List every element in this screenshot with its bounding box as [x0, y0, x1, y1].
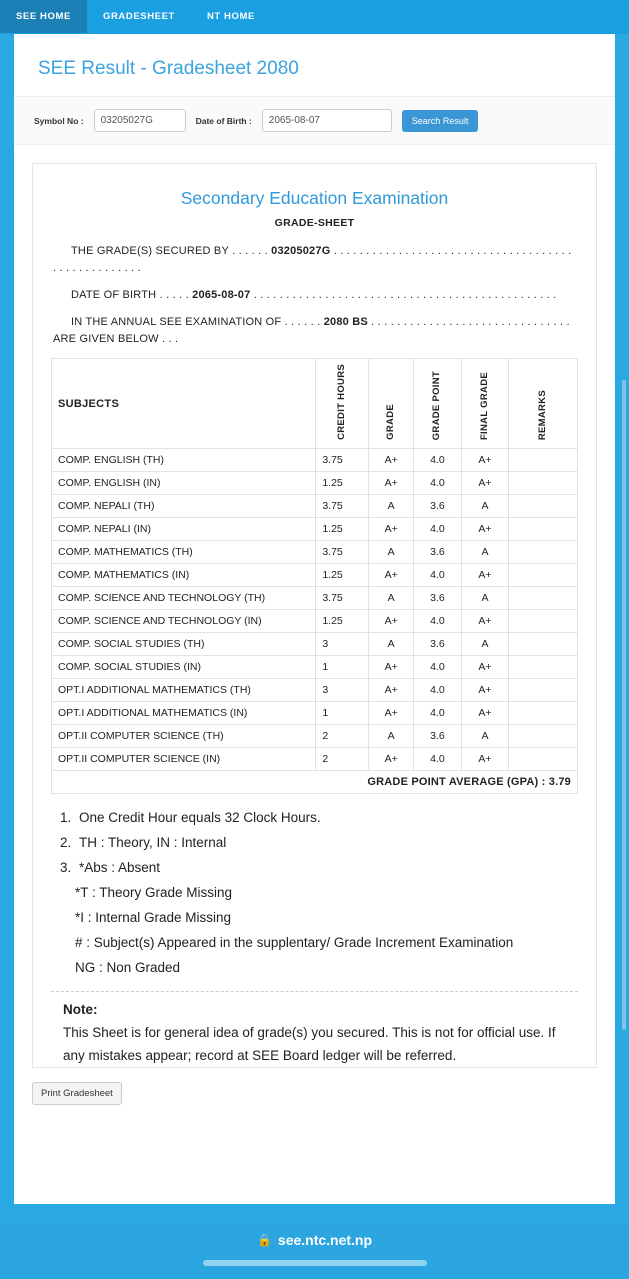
cell-grade-point: 4.0 — [414, 748, 462, 771]
cell-grade-point: 3.6 — [414, 633, 462, 656]
exam-year-line — [33, 314, 596, 348]
cell-subject: COMP. MATHEMATICS (TH) — [52, 541, 316, 564]
list-item: 2. TH : Theory, IN : Internal — [75, 831, 578, 856]
cell-grade-point: 4.0 — [414, 472, 462, 495]
cell-final-grade: A+ — [461, 449, 509, 472]
table-row — [52, 679, 578, 702]
cell-subject: OPT.I ADDITIONAL MATHEMATICS (IN) — [52, 702, 316, 725]
cell-final-grade: A — [461, 541, 509, 564]
cell-final-grade: A+ — [461, 679, 509, 702]
header-final-grade-label: FINAL GRADE — [478, 372, 490, 441]
print-gradesheet-button[interactable]: Print Gradesheet — [32, 1082, 122, 1105]
date-of-birth-input[interactable] — [262, 109, 392, 132]
cell-remarks — [509, 518, 578, 541]
header-subjects: SUBJECTS — [52, 359, 316, 449]
cell-grade-point: 4.0 — [414, 564, 462, 587]
cell-grade-point: 3.6 — [414, 495, 462, 518]
cell-credit-hours: 3.75 — [316, 587, 369, 610]
cell-credit-hours: 3 — [316, 633, 369, 656]
cell-grade-point: 4.0 — [414, 449, 462, 472]
cell-remarks — [509, 495, 578, 518]
dob-suffix: . . . . . . . . . . . . . . . . . . . . . . . . . . . . . . . . . . . . . . . . . . . . . . . — [253, 289, 557, 302]
cell-subject: COMP. SOCIAL STUDIES (TH) — [52, 633, 316, 656]
gpa-row — [52, 771, 578, 794]
legend-sub-internal-missing: *I : Internal Grade Missing — [75, 910, 232, 926]
exam-year-suffix: . . . . . . . . . . . . . . . . . . . . . . . . . . . . . . . ARE GIVEN BELOW . . . — [53, 316, 570, 346]
header-grade-point — [414, 359, 462, 449]
header-grade — [369, 359, 414, 449]
cell-final-grade: A+ — [461, 702, 509, 725]
cell-subject: OPT.II COMPUTER SCIENCE (TH) — [52, 725, 316, 748]
nav-item-see-home[interactable] — [0, 0, 87, 33]
gradesheet-subtitle: GRADE-SHEET — [274, 217, 355, 229]
cell-grade: A — [369, 725, 414, 748]
cell-grade: A+ — [369, 564, 414, 587]
cell-remarks — [509, 610, 578, 633]
cell-final-grade: A+ — [461, 656, 509, 679]
gpa-text: GRADE POINT AVERAGE (GPA) : 3.79 — [52, 771, 578, 794]
cell-final-grade: A+ — [461, 610, 509, 633]
nav-item-nt-home[interactable] — [191, 0, 271, 33]
cell-credit-hours: 3 — [316, 679, 369, 702]
note-title: Note: — [63, 1001, 98, 1017]
cell-grade: A+ — [369, 518, 414, 541]
exam-year-value: 2080 BS — [323, 316, 368, 329]
cell-final-grade: A — [461, 725, 509, 748]
exam-year-prefix: IN THE ANNUAL SEE EXAMINATION OF . . . . . . — [71, 316, 321, 329]
dob-prefix: DATE OF BIRTH . . . . . — [71, 289, 189, 302]
content-wrapper — [0, 34, 629, 1220]
gradesheet-title: Secondary Education Examination — [180, 188, 449, 208]
symbol-number-input[interactable] — [94, 109, 186, 132]
table-row — [52, 725, 578, 748]
header-credit-hours-label: CREDIT HOURS — [336, 364, 348, 441]
top-navbar — [0, 0, 629, 34]
legend-sub-theory-missing: *T : Theory Grade Missing — [75, 885, 233, 901]
legend-list — [33, 806, 596, 881]
cell-grade-point: 3.6 — [414, 541, 462, 564]
nav-item-label: SEE HOME — [16, 11, 71, 22]
url-bar[interactable] — [257, 1220, 372, 1260]
cell-credit-hours: 1.25 — [316, 472, 369, 495]
header-credit-hours — [316, 359, 369, 449]
cell-grade-point: 4.0 — [414, 679, 462, 702]
cell-subject: COMP. ENGLISH (IN) — [52, 472, 316, 495]
dob-value: 2065-08-07 — [192, 289, 251, 302]
cell-grade: A — [369, 495, 414, 518]
cell-credit-hours: 3.75 — [316, 495, 369, 518]
cell-final-grade: A — [461, 633, 509, 656]
table-header-row — [52, 359, 578, 449]
cell-credit-hours: 2 — [316, 725, 369, 748]
cell-grade-point: 3.6 — [414, 725, 462, 748]
gradesheet-card — [32, 163, 597, 1068]
grades-table — [51, 358, 578, 794]
cell-remarks — [509, 702, 578, 725]
cell-remarks — [509, 656, 578, 679]
nav-item-gradesheet[interactable] — [87, 0, 191, 33]
cell-final-grade: A+ — [461, 518, 509, 541]
cell-remarks — [509, 472, 578, 495]
browser-bottom-bar — [0, 1220, 629, 1279]
cell-credit-hours: 1.25 — [316, 564, 369, 587]
cell-remarks — [509, 748, 578, 771]
note-text: This Sheet is for general idea of grade(s) you secured. This is not for official use. If any mistakes appear; record at SEE Board ledger will be referred. — [63, 1024, 556, 1064]
header-final-grade — [461, 359, 509, 449]
cell-remarks — [509, 725, 578, 748]
cell-subject: COMP. SCIENCE AND TECHNOLOGY (IN) — [52, 610, 316, 633]
cell-credit-hours: 1.25 — [316, 610, 369, 633]
table-row — [52, 633, 578, 656]
cell-grade: A+ — [369, 449, 414, 472]
cell-final-grade: A — [461, 495, 509, 518]
list-item: 3. *Abs : Absent — [75, 856, 578, 881]
cell-subject: COMP. NEPALI (IN) — [52, 518, 316, 541]
table-row — [52, 518, 578, 541]
cell-grade: A+ — [369, 748, 414, 771]
cell-grade: A+ — [369, 656, 414, 679]
cell-credit-hours: 1 — [316, 656, 369, 679]
cell-credit-hours: 3.75 — [316, 449, 369, 472]
symbol-no-label: Symbol No : — [34, 115, 84, 126]
note-block — [51, 991, 578, 1067]
cell-grade-point: 4.0 — [414, 656, 462, 679]
cell-subject: COMP. SOCIAL STUDIES (IN) — [52, 656, 316, 679]
cell-grade: A — [369, 541, 414, 564]
cell-subject: OPT.I ADDITIONAL MATHEMATICS (TH) — [52, 679, 316, 702]
page-scrollbar[interactable] — [622, 380, 626, 1030]
table-row — [52, 541, 578, 564]
date-of-birth-label: Date of Birth : — [195, 115, 252, 126]
cell-subject: COMP. MATHEMATICS (IN) — [52, 564, 316, 587]
url-text: see.ntc.net.np — [277, 1232, 373, 1248]
search-panel — [14, 96, 615, 145]
cell-final-grade: A+ — [461, 748, 509, 771]
date-of-birth-line — [33, 287, 596, 304]
grades-secured-suffix: . . . . . . . . . . . . . . . . . . . . . . . . . . . . . . . . . . . . . . . . . . . . . . . . . . . — [53, 245, 572, 275]
cell-remarks — [509, 449, 578, 472]
search-result-button[interactable]: Search Result — [402, 110, 479, 132]
cell-credit-hours: 1.25 — [316, 518, 369, 541]
header-grade-point-label: GRADE POINT — [431, 370, 443, 441]
cell-remarks — [509, 633, 578, 656]
cell-grade-point: 3.6 — [414, 587, 462, 610]
table-row — [52, 449, 578, 472]
grades-secured-prefix: THE GRADE(S) SECURED BY . . . . . . — [71, 245, 268, 257]
main-card — [14, 34, 615, 1204]
table-row — [52, 472, 578, 495]
cell-remarks — [509, 541, 578, 564]
table-row — [52, 587, 578, 610]
grades-table-body — [52, 449, 578, 794]
cell-grade: A — [369, 633, 414, 656]
grades-secured-line — [33, 243, 596, 277]
cell-grade-point: 4.0 — [414, 610, 462, 633]
cell-grade: A+ — [369, 610, 414, 633]
cell-final-grade: A+ — [461, 564, 509, 587]
cell-subject: COMP. SCIENCE AND TECHNOLOGY (TH) — [52, 587, 316, 610]
cell-final-grade: A+ — [461, 472, 509, 495]
cell-remarks — [509, 679, 578, 702]
cell-grade: A+ — [369, 472, 414, 495]
cell-credit-hours: 3.75 — [316, 541, 369, 564]
header-grade-label: GRADE — [385, 404, 397, 441]
nav-item-label: NT HOME — [206, 11, 255, 22]
table-row — [52, 495, 578, 518]
cell-remarks — [509, 564, 578, 587]
table-row — [52, 748, 578, 771]
symbol-number-value: 03205027G — [271, 245, 331, 257]
cell-final-grade: A — [461, 587, 509, 610]
cell-subject: COMP. ENGLISH (TH) — [52, 449, 316, 472]
grades-table-head — [52, 359, 578, 449]
header-remarks-label: REMARKS — [537, 390, 549, 441]
cell-remarks — [509, 587, 578, 610]
home-indicator[interactable] — [203, 1260, 427, 1266]
legend-sub-non-graded: NG : Non Graded — [75, 959, 181, 975]
table-row — [52, 702, 578, 725]
table-row — [52, 610, 578, 633]
list-item: 1. One Credit Hour equals 32 Clock Hours. — [75, 806, 578, 831]
cell-grade: A+ — [369, 702, 414, 725]
cell-credit-hours: 2 — [316, 748, 369, 771]
table-row — [52, 564, 578, 587]
page-title: SEE Result - Gradesheet 2080 — [38, 58, 299, 79]
nav-item-label: GRADESHEET — [102, 11, 175, 22]
cell-grade: A — [369, 587, 414, 610]
cell-grade-point: 4.0 — [414, 518, 462, 541]
cell-subject: COMP. NEPALI (TH) — [52, 495, 316, 518]
cell-subject: OPT.II COMPUTER SCIENCE (IN) — [52, 748, 316, 771]
header-remarks — [509, 359, 578, 449]
cell-grade: A+ — [369, 679, 414, 702]
lock-icon: 🔒 — [256, 1233, 272, 1247]
cell-credit-hours: 1 — [316, 702, 369, 725]
cell-grade-point: 4.0 — [414, 702, 462, 725]
legend-sub-supplementary: # : Subject(s) Appeared in the supplentary/ Grade Increment Examination — [75, 935, 514, 950]
table-row — [52, 656, 578, 679]
